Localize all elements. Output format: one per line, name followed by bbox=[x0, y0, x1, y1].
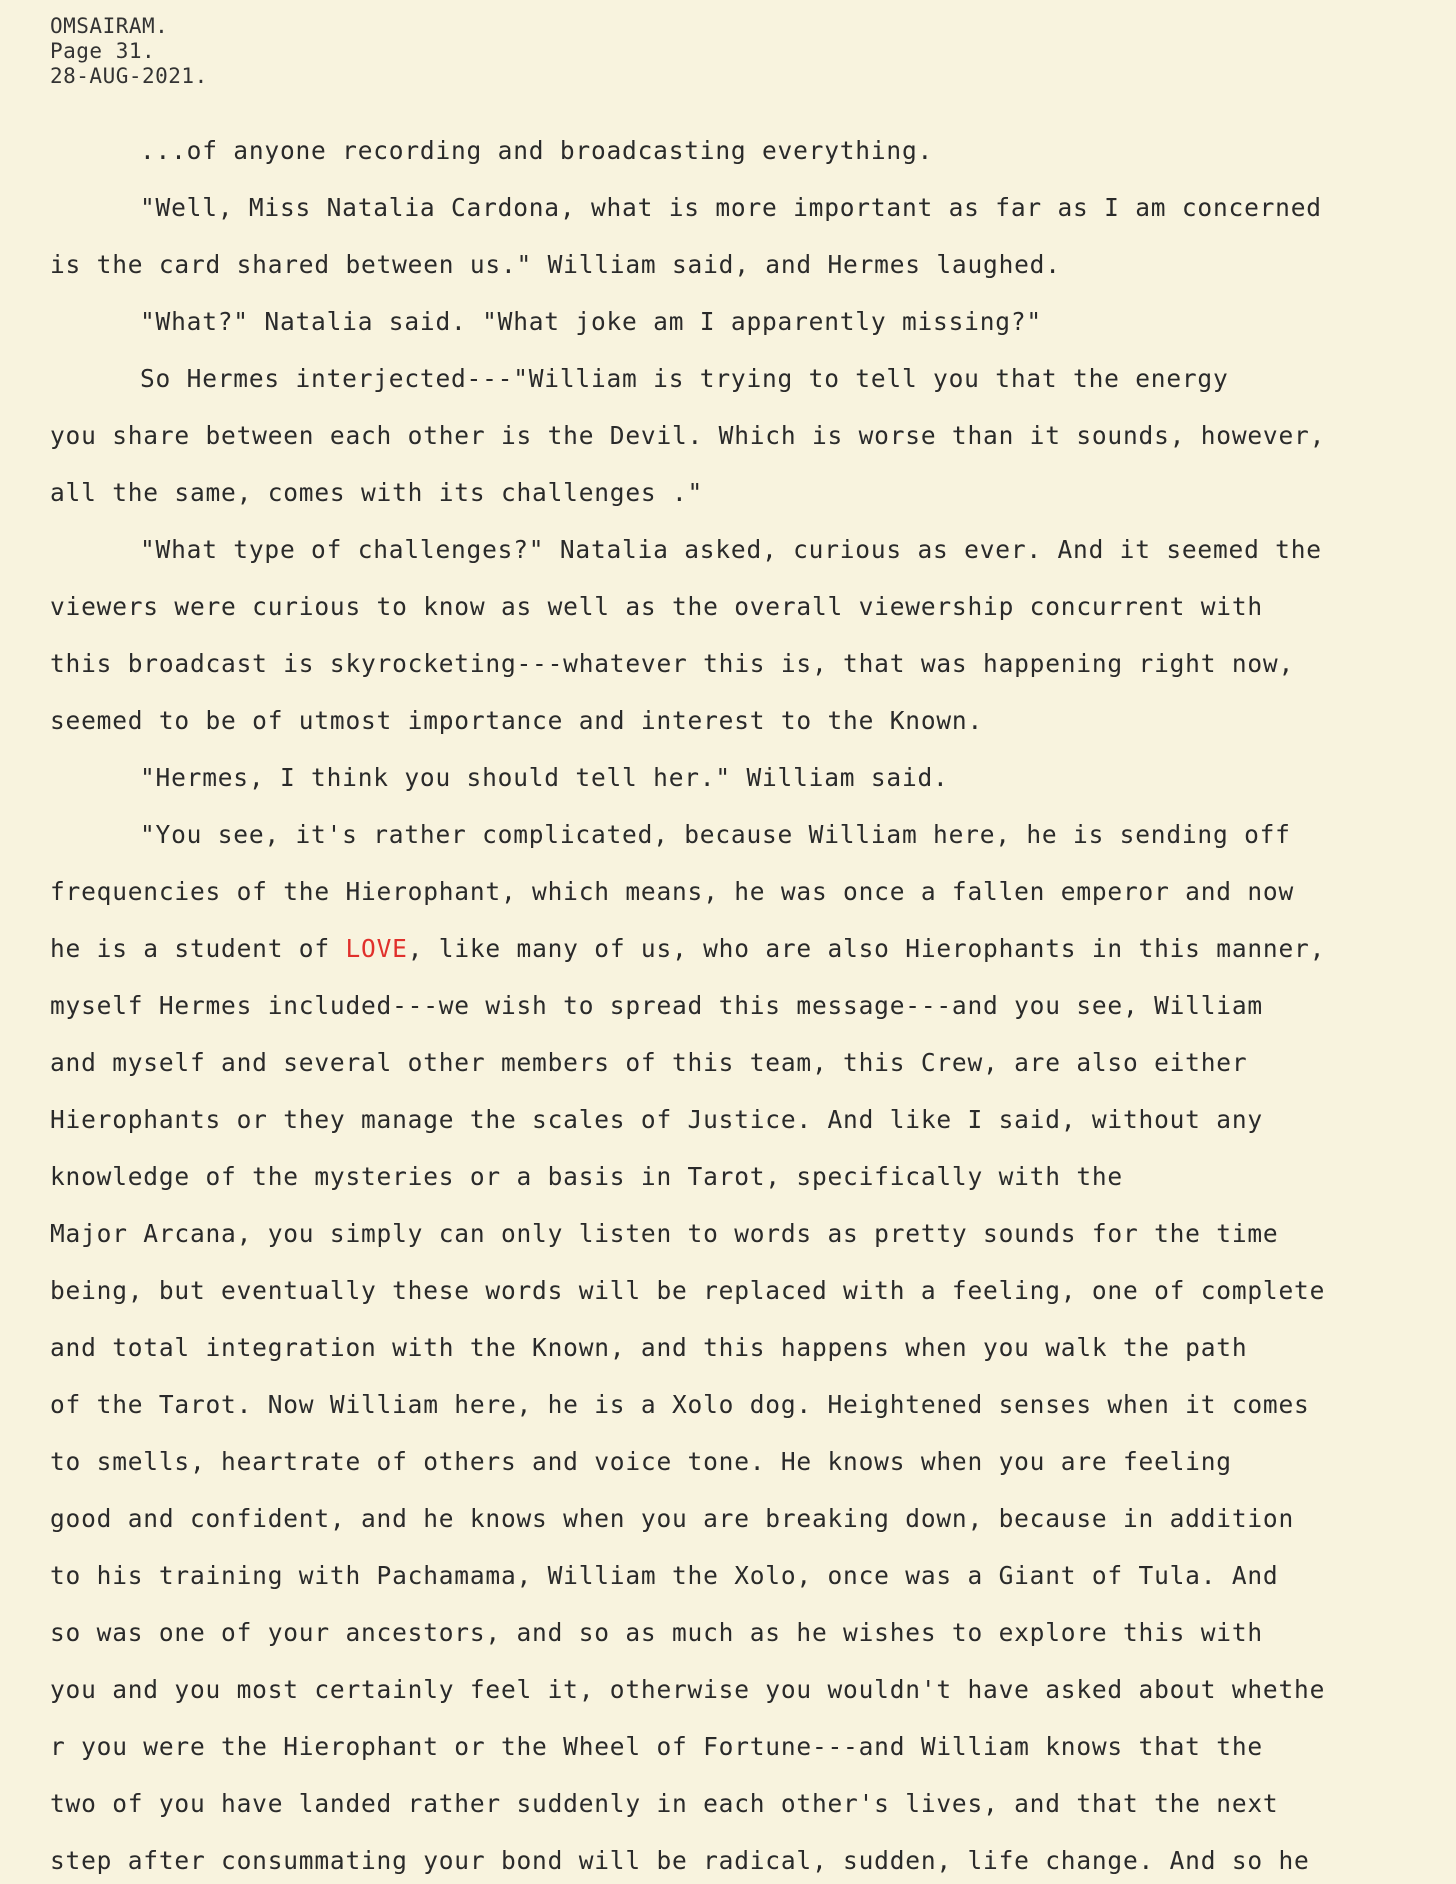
text-line: good and confident, and he knows when you are breaking down, because in addition bbox=[50, 1504, 1295, 1533]
text-line: Major Arcana, you simply can only listen to words as pretty sounds for the time bbox=[50, 1219, 1279, 1248]
text-line: "What type of challenges?" Natalia asked, curious as ever. And it seemed the bbox=[140, 535, 1322, 564]
text-line: is the card shared between us." William said, and Hermes laughed. bbox=[50, 250, 1061, 279]
text-line: myself Hermes included---we wish to spread this message---and you see, William bbox=[50, 991, 1263, 1020]
text-line: ...of anyone recording and broadcasting everything. bbox=[140, 136, 934, 165]
text-line: you and you most certainly feel it, otherwise you wouldn't have asked about whethe bbox=[50, 1675, 1326, 1704]
text-line: and total integration with the Known, and this happens when you walk the path bbox=[50, 1333, 1248, 1362]
text-line: knowledge of the mysteries or a basis in Tarot, specifically with the bbox=[50, 1162, 1123, 1191]
text-line: viewers were curious to know as well as the overall viewership concurrent with bbox=[50, 592, 1263, 621]
text-line: "You see, it's rather complicated, because William here, he is sending off bbox=[140, 820, 1291, 849]
text-line: seemed to be of utmost importance and interest to the Known. bbox=[50, 706, 984, 735]
text-line: two of you have landed rather suddenly in each other's lives, and that the next bbox=[50, 1789, 1279, 1818]
text-line: this broadcast is skyrocketing---whatever this is, that was happening right now, bbox=[50, 649, 1295, 678]
love-line-after: , like many of us, who are also Hierophants in this manner, bbox=[407, 934, 1326, 963]
body-text bbox=[50, 122, 1450, 1884]
header-page-number: Page 31. bbox=[50, 39, 156, 63]
page-header bbox=[50, 14, 208, 89]
text-line: so was one of your ancestors, and so as much as he wishes to explore this with bbox=[50, 1618, 1263, 1647]
text-line: "Well, Miss Natalia Cardona, what is more important as far as I am concerned bbox=[140, 193, 1322, 222]
text-line: Hierophants or they manage the scales of Justice. And like I said, without any bbox=[50, 1105, 1263, 1134]
text-line: you share between each other is the Devil. Which is worse than it sounds, however, bbox=[50, 421, 1326, 450]
header-date: 28-AUG-2021. bbox=[50, 64, 208, 88]
love-line-before: he is a student of bbox=[50, 934, 346, 963]
text-line: frequencies of the Hierophant, which means, he was once a fallen emperor and now bbox=[50, 877, 1295, 906]
text-line: step after consummating your bond will be radical, sudden, life change. And so he bbox=[50, 1846, 1310, 1875]
text-line-love bbox=[50, 920, 1450, 977]
text-line: "What?" Natalia said. "What joke am I apparently missing?" bbox=[140, 307, 1042, 336]
text-line: "Hermes, I think you should tell her." William said. bbox=[140, 763, 949, 792]
text-line: being, but eventually these words will be replaced with a feeling, one of complete bbox=[50, 1276, 1326, 1305]
text-line: and myself and several other members of this team, this Crew, are also either bbox=[50, 1048, 1248, 1077]
text-line: of the Tarot. Now William here, he is a Xolo dog. Heightened senses when it comes bbox=[50, 1390, 1310, 1419]
text-line: r you were the Hierophant or the Wheel of Fortune---and William knows that the bbox=[50, 1732, 1263, 1761]
text-line: So Hermes interjected---"William is trying to tell you that the energy bbox=[140, 364, 1229, 393]
text-line: to smells, heartrate of others and voice tone. He knows when you are feeling bbox=[50, 1447, 1232, 1476]
love-highlight: LOVE bbox=[345, 934, 408, 963]
header-title: OMSAIRAM. bbox=[50, 14, 169, 38]
text-line: to his training with Pachamama, William the Xolo, once was a Giant of Tula. And bbox=[50, 1561, 1279, 1590]
text-line: all the same, comes with its challenges ." bbox=[50, 478, 704, 507]
